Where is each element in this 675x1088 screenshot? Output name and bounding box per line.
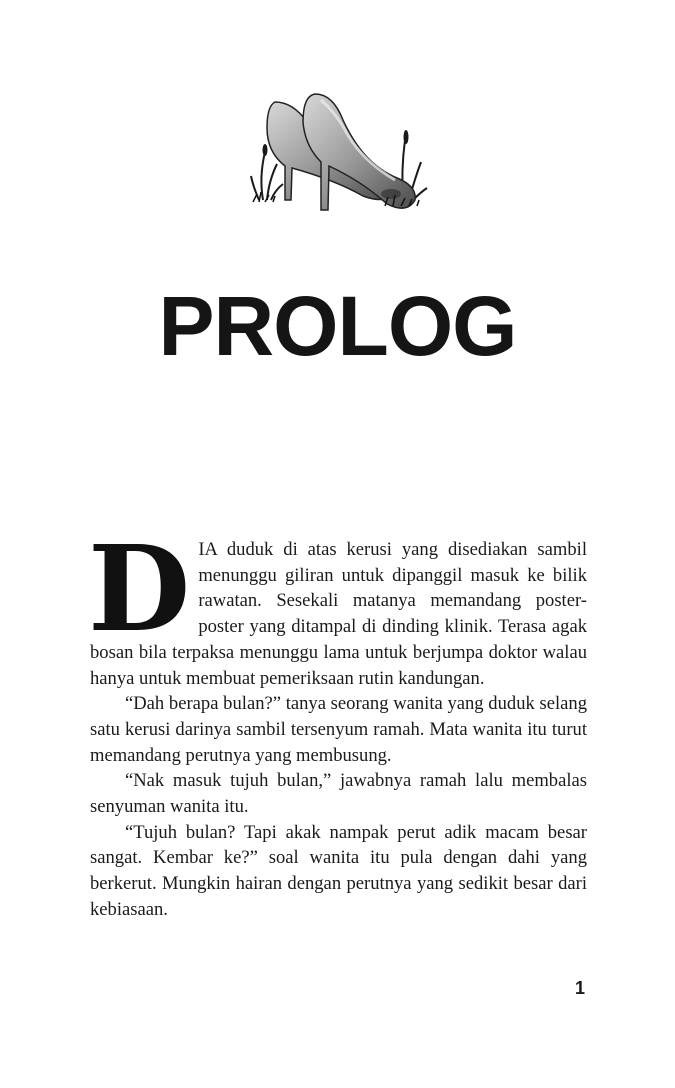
page-number: 1 (574, 978, 585, 998)
paragraph-1 (88, 519, 587, 691)
chapter-body (88, 519, 587, 923)
paragraph-3: “Nak masuk tujuh bulan,” jawabnya ramah lalu membalas senyuman wanita itu. (90, 770, 587, 818)
paragraph-1-text: IA duduk di atas kerusi yang disediakan sambil menunggu giliran untuk dipanggil masuk ke bilik rawatan. Sesekali matanya memandang poster-poster yang ditampal di dinding klinik. Terasa agak bosan bila terpaksa menunggu lama untuk berjumpa doktor walau hanya untuk membuat pemeriksaan rutin kandungan. (90, 539, 587, 689)
paragraph-4: “Tujuh bulan? Tapi akak nampak perut adik macam besar sangat. Kembar ke?” soal wanita itu pula dengan dahi yang berkerut. Mungkin hairan dengan perutnya yang sedikit besar dari kebiasaan. (90, 821, 587, 920)
high-heel-shoes-icon (245, 82, 430, 217)
chapter-title: PROLOG (158, 279, 517, 373)
paragraph-2: “Dah berapa bulan?” tanya seorang wanita yang duduk selang satu kerusi darinya sambil tersenyum ramah. Mata wanita itu turut memandang perutnya yang membusung. (90, 693, 587, 766)
drop-cap: D (88, 519, 191, 658)
